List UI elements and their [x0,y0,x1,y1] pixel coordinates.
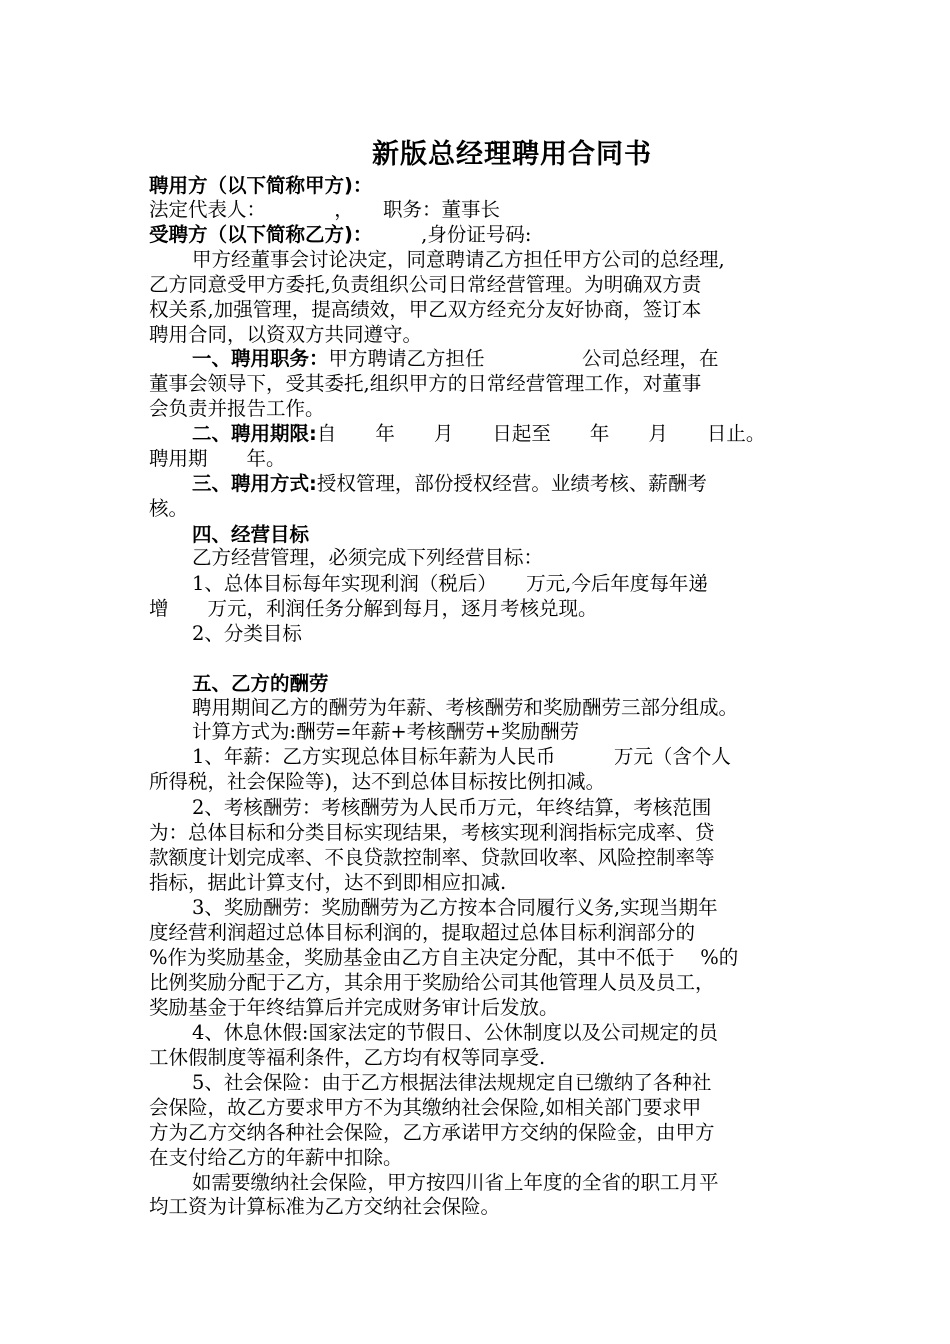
text-line [192,1021,718,1045]
line-text: 会保险，故乙方要求甲方不为其缴纳社会保险,如相关部门要求甲 [149,1096,702,1119]
line-text: 方为乙方交纳各种社会保险，乙方承诺甲方交纳的保险金，由甲方 [149,1121,715,1144]
text-line [192,248,725,272]
text-line [149,1146,403,1170]
line-text: 乙方同意受甲方委托,负责组织公司日常经营管理。为明确双方责 [149,273,702,296]
line-text: 聘用期 年。 [149,447,286,470]
line-text: 指标，据此计算支付，达不到即相应扣减. [149,871,507,894]
bold-heading: 二、聘用期限: [192,422,317,445]
text-line [149,1046,545,1070]
line-text: ,身份证号码: [362,223,532,246]
text-line [149,298,701,322]
bold-heading: 一、聘用职务： [192,347,329,370]
text-line [192,422,765,446]
text-line [192,672,329,696]
bold-heading: 五、乙方的酬劳 [192,672,329,695]
line-text: 款额度计划完成率、不良贷款控制率、贷款回收率、风险控制率等 [149,846,715,869]
text-line [149,821,715,845]
text-line [149,846,715,870]
text-line [192,696,738,720]
text-line [149,497,188,521]
line-text: 2、分类目标 [192,622,302,645]
line-text: 工休假制度等福利条件，乙方均有权等同享受. [149,1046,546,1069]
text-line [192,796,711,820]
line-text: 在支付给乙方的年薪中扣除。 [149,1146,403,1169]
text-line [192,1071,711,1095]
text-line [149,597,598,621]
text-line [149,273,701,297]
text-line [192,472,707,496]
text-line [192,523,309,547]
text-line [192,572,708,596]
text-line [192,745,731,769]
line-text: 会负责并报告工作。 [149,397,325,420]
line-text: 度经营利润超过总体目标利润的，提取超过总体目标利润部分的 [149,921,696,944]
text-line [149,397,325,421]
text-line [149,946,738,970]
line-text: 3、奖励酬劳：奖励酬劳为乙方按本合同履行义务,实现当期年 [192,896,718,919]
text-line [149,971,715,995]
text-line [149,996,559,1020]
document-title: 新版总经理聘用合同书 [372,139,652,170]
text-line [192,720,579,744]
text-line [149,921,695,945]
text-line [149,372,701,396]
text-line [149,1195,500,1219]
line-text: 计算方式为:酬劳=年薪+考核酬劳+奖励酬劳 [192,720,580,743]
line-text: %作为奖励基金，奖励基金由乙方自主决定分配，其中不低于 %的 [149,946,739,969]
line-text: 1、年薪：乙方实现总体目标年薪为人民币 万元（含个人 [192,745,731,768]
line-text: 聘用期间乙方的酬劳为年薪、考核酬劳和奖励酬劳三部分组成。 [192,696,739,719]
text-line [149,323,422,347]
text-line [192,546,543,570]
line-text: 奖励基金于年终结算后并完成财务审计后发放。 [149,996,559,1019]
line-text: 核。 [149,497,189,520]
text-line [149,174,372,198]
text-line [192,622,302,646]
line-text: 法定代表人： ， 职务：董事长 [149,198,501,221]
line-text: 董事会领导下，受其委托,组织甲方的日常经营管理工作，对董事 [149,372,702,395]
text-line [149,198,500,222]
line-text: 4、休息休假:国家法定的节假日、公休制度以及公司规定的员 [192,1021,718,1044]
line-text: 增 万元，利润任务分解到每月，逐月考核兑现。 [149,597,598,620]
text-line [192,896,718,920]
text-line [192,347,719,371]
bold-heading: 四、经营目标 [192,523,310,546]
line-text: 权关系,加强管理，提高绩效，甲乙双方经充分友好协商，签订本 [149,298,702,321]
text-line [192,1171,719,1195]
text-line [149,1121,715,1145]
line-text: 聘用合同，以资双方共同遵守。 [149,323,423,346]
line-text: 如需要缴纳社会保险，甲方按四川省上年度的全省的职工月平 [192,1171,719,1194]
line-text: 自 年 月 日起至 年 月 日止。 [316,422,766,445]
line-text: 授权管理，部份授权经营。业绩考核、薪酬考 [316,472,707,495]
text-line [149,1096,701,1120]
line-text: 5、社会保险：由于乙方根据法律法规规定自已缴纳了各种社 [192,1071,712,1094]
line-text: 为：总体目标和分类目标实现结果，考核实现利润指标完成率、贷 [149,821,715,844]
bold-heading: 聘用方（以下简称甲方)： [149,174,373,197]
text-line [149,223,531,247]
line-text: 1、总体目标每年实现利润（税后） 万元,今后年度每年递 [192,572,708,595]
bold-heading: 三、聘用方式: [192,472,317,495]
line-text: 乙方经营管理，必须完成下列经营目标： [192,546,544,569]
line-text: 均工资为计算标准为乙方交纳社会保险。 [149,1195,501,1218]
line-text: 甲方聘请乙方担任 公司总经理，在 [328,347,719,370]
line-text: 所得税，社会保险等)，达不到总体目标按比例扣减。 [149,770,606,793]
line-text: 比例奖励分配于乙方，其余用于奖励给公司其他管理人员及员工， [149,971,715,994]
text-line [149,447,286,471]
line-text: 2、考核酬劳：考核酬劳为人民币万元，年终结算，考核范围 [192,796,712,819]
text-line [149,770,605,794]
line-text: 甲方经董事会讨论决定，同意聘请乙方担任甲方公司的总经理, [192,248,725,271]
bold-heading: 受聘方（以下简称乙方)： [149,223,363,246]
text-line [149,871,506,895]
